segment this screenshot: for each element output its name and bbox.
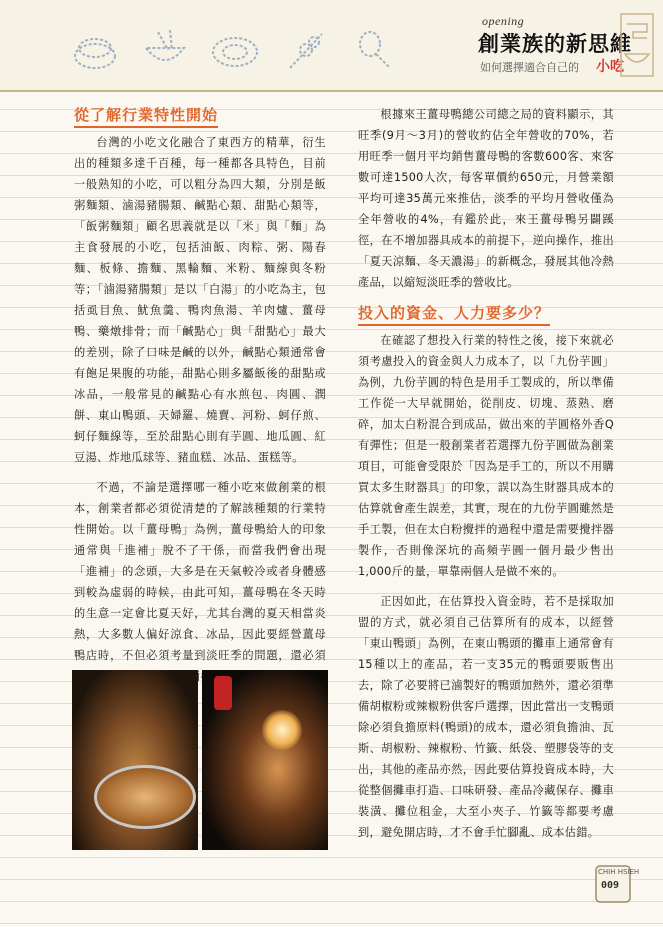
left-column <box>74 104 326 696</box>
food-icon-row <box>70 28 400 72</box>
bowl-pattern-icon <box>617 10 657 80</box>
section-heading: 投入的資金、人力要多少？ <box>358 302 550 326</box>
skewer-icon <box>280 28 330 72</box>
paragraph: 在確認了想投入行業的特性之後，接下來就必須考慮投入的資金與人力成本了，以「九份芋圓」為例，九份芋圓的特色是用手工製成的，所以準備工作從一大早就開始，從削皮、切塊、蒸熟、磨碎，加太白粉混合到成品，做出來的芋圓格外香Q有彈性；但是一般創業者若選擇九份芋圓做為創業項目，可能會受限於「因為是手工的，所以不用購買太多生財器具」的印象，誤以為生財器具成本的估算就會產生誤差，其實，現在的九份芋圓雖然是手工製，但在太白粉攪拌的過程中還是需要攪拌器製作，否則像深坑的高頻芋圓一個月最少售出1,000斤的量，單靠兩個人是做不來的。 <box>358 334 614 578</box>
paragraph: 正因如此，在估算投入資金時，若不是採取加盟的方式，就必須自己估算所有的成本，以經營「東山鴨頭」為例，在東山鴨頭的攤車上通常會有15種以上的產品，若一支35元的鴨頭要販售出去，除了必要將已滷製好的鴨頭加熱外，還必須準備胡椒粉或辣椒粉供客戶選擇，因此當出一支鴨頭除必須負擔原料(鴨頭)的成本，還必須負擔油、瓦斯、胡椒粉、辣椒粉、竹籤、紙袋、塑膠袋等的支出，其他的產品亦然，因此要估算投資成本時，大從整個攤車打造、口味研發、產品冷藏保存、攤車裝潢、攤位租金，大至小夾子、竹籤等都要考慮到，避免開店時，才不會手忙腳亂、成本估錯。 <box>358 595 614 839</box>
page-subtitle: 如何選擇適合自己的 <box>480 61 579 74</box>
stall-lamp <box>262 710 302 750</box>
paragraph: 根據來王薑母鴨總公司總之局的資料顯示，其旺季(9月～3月)的營收約佔全年營收的70%，若用旺季一個月平均銷售薑母鴨的客數600客、來客數可達1500人次，每客單價約650元，月營業額平均可達35萬元來推估，淡季的平均月營收僅為全年營收的4%，有鑑於此，來王薑母鴨另闢蹊徑，在不增加器具成本的前提下，逆向操作，推出「夏天涼麵、冬天濃湯」的新概念，發展其他冷熱產品，以縮短淡旺季的營收比。 <box>358 108 614 289</box>
plate-icon <box>210 28 260 72</box>
red-lantern <box>214 676 232 710</box>
page-header <box>0 0 663 92</box>
night-market-stall-photo <box>202 670 328 850</box>
page-number: 009 <box>601 880 620 891</box>
page-brand: CHIH HSIEH <box>598 868 640 876</box>
paragraph: 不過，不論是選擇哪一種小吃來做創業的根本，創業者都必須從清楚的了解該種類的行業特性開始。以「薑母鴨」為例，薑母鴨給人的印象通常與「進補」脫不了干係，而當我們會出現「進補」的念頭，大多是在天氣較冷或者身體感到較為虛弱的時候，由此可知，薑母鴨在冬天時的生意一定會比夏天好，尤其台灣的夏天相當炎熱，大多數人偏好涼食、冰品，因此要經營薑母鴨店時，不但必須考量到淡旺季的問題，還必須 兩極 <box>74 481 326 683</box>
noodle-bowl-icon <box>140 28 190 72</box>
paragraph: 台灣的小吃文化融合了東西方的精華，衍生出的種類多達千百種，每一種都各具特色，目前一般熟知的小吃，可以粗分為四大類，分別是飯粥麵類、滷湯豬腸類、鹹點心類、甜點心類等，「飯粥麵類」顧名思義就是以「米」與「麵」為主食發展的小吃，包括油飯、肉粽、粥、陽春麵、板條、擔麵、黑輪麵、米粉、麵線與冬粉等；「滷湯豬腸類」是以「白湯」的小吃為主，包括虱目魚、魷魚羹、鴨肉魚湯、羊肉爐、薑母鴨、藥燉排骨；而「鹹點心」與「甜點心」最大的差別，除了口味是鹹的以外，鹹點心類通常會有飽足果腹的功能，甜點心則多屬飯後的甜點或冰品，一般常見的鹹點心有水煎包、肉圓、潤餅、東山鴨頭、天婦羅、燒賣、河粉、蚵仔煎、蚵仔麵線等，至於甜點心則有芋圓、地瓜圓、紅豆湯、炸地瓜球等、豬血糕、冰品、蛋糕等。 <box>74 136 326 464</box>
rice-paddle-icon <box>350 28 400 72</box>
subtitle-emphasis: 小吃 <box>596 59 624 75</box>
section-opening-label: opening <box>482 14 525 28</box>
section-heading: 從了解行業特性開始 <box>74 104 218 128</box>
right-column <box>358 104 614 852</box>
duck-tray-photo <box>72 670 198 850</box>
page-title: 創業族的新思維 <box>478 31 632 56</box>
photo-row <box>72 670 328 850</box>
food-tray <box>94 765 196 829</box>
bento-box-icon <box>70 28 120 72</box>
